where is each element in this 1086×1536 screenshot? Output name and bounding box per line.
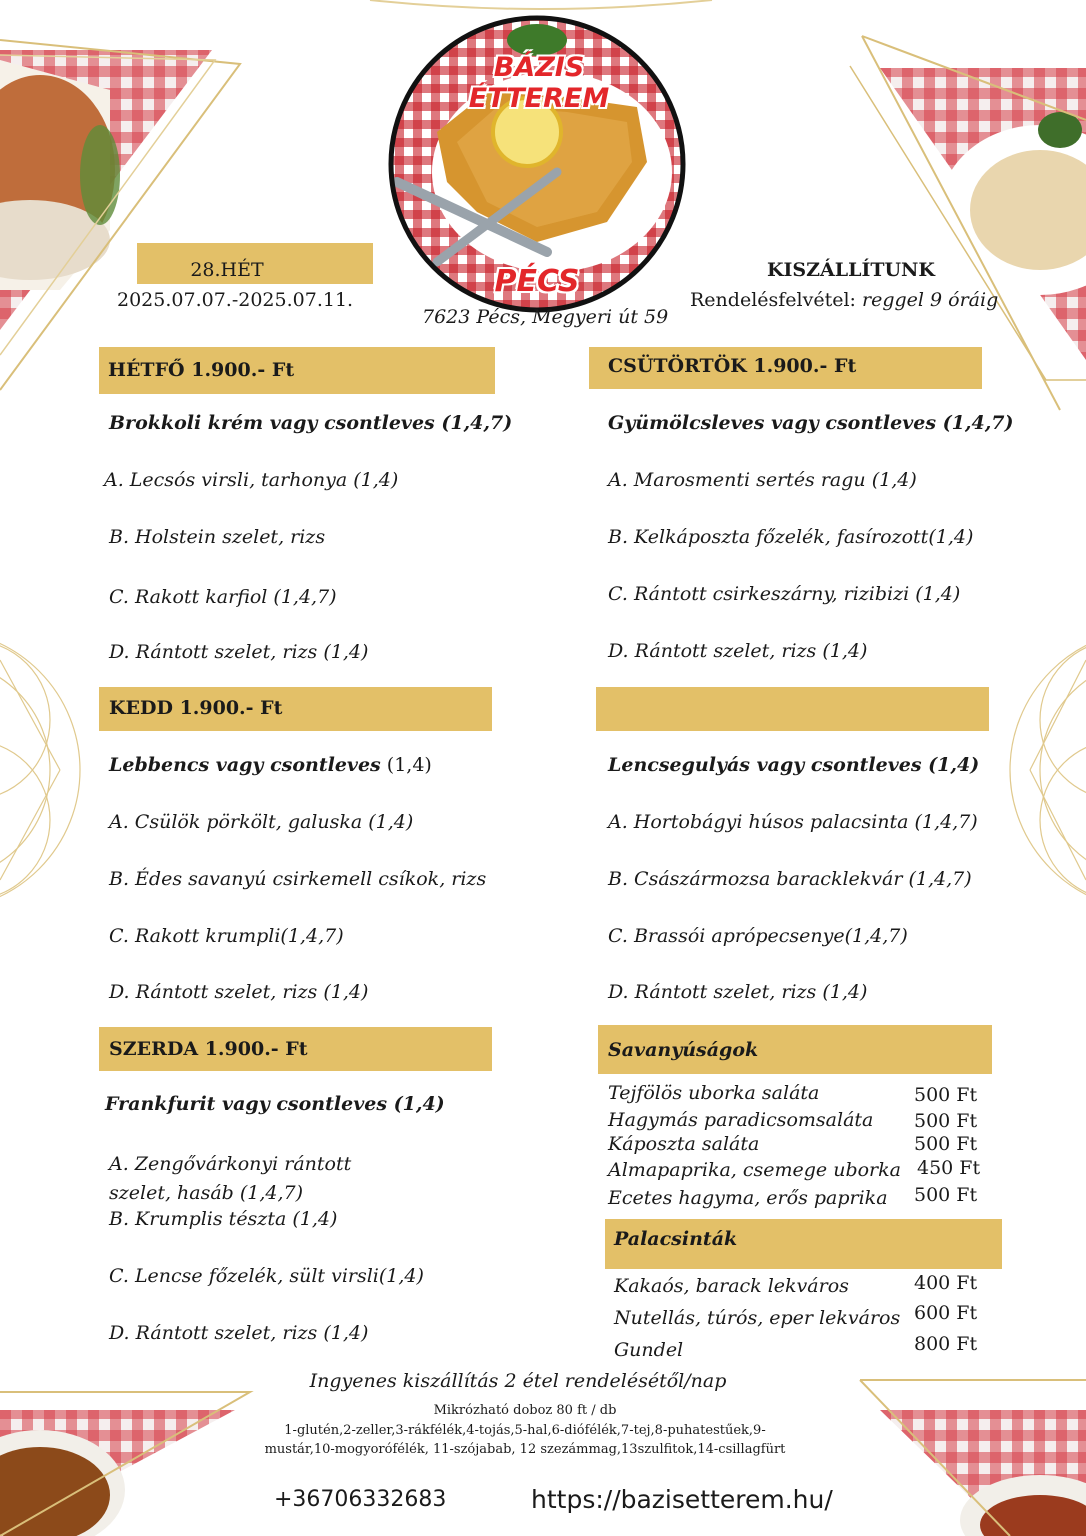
pancake-name: Nutellás, túrós, eper lekváros — [614, 1307, 901, 1329]
pancake-price: 400 Ft — [914, 1272, 978, 1294]
pickle-name: Ecetes hagyma, erős paprika — [608, 1187, 888, 1209]
tuesday-label: KEDD 1.900.- Ft — [109, 697, 283, 719]
side-ornament-left — [0, 630, 80, 910]
website-link[interactable]: https://bazisetterem.hu/ — [531, 1485, 833, 1514]
wednesday-soup: Frankfurit vagy csontleves (1,4) — [105, 1093, 445, 1115]
delivery-title: KISZÁLLÍTUNK — [767, 259, 935, 281]
pickle-name: Káposzta saláta — [608, 1133, 760, 1155]
pancake-name: Kakaós, barack lekváros — [614, 1275, 849, 1297]
thursday-item-b: B. Kelkáposzta főzelék, fasírozott(1,4) — [608, 526, 974, 548]
wednesday-item-a-line1: A. Zengővárkonyi rántott — [109, 1153, 352, 1175]
pancake-price: 800 Ft — [914, 1333, 978, 1355]
pickle-price: 450 Ft — [917, 1157, 981, 1179]
wednesday-item-c: C. Lencse főzelék, sült virsli(1,4) — [109, 1265, 424, 1287]
address: 7623 Pécs, Megyeri út 59 — [422, 306, 669, 328]
friday-item-b: B. Császármozsa baracklekvár (1,4,7) — [608, 868, 972, 890]
logo-name-top: BÁZIS ÉTTEREM — [468, 52, 610, 114]
pickle-name: Almapaprika, csemege uborka — [608, 1159, 901, 1181]
friday-item-c: C. Brassói aprópecsenye(1,4,7) — [608, 925, 908, 947]
monday-item-d: D. Rántott szelet, rizs (1,4) — [109, 641, 369, 663]
pickle-price: 500 Ft — [914, 1184, 978, 1206]
free-delivery-note: Ingyenes kiszállítás 2 étel rendelésétől/nap — [309, 1370, 727, 1392]
pickle-name: Tejfölös uborka saláta — [608, 1082, 820, 1104]
friday-item-d: D. Rántott szelet, rizs (1,4) — [608, 981, 868, 1003]
week-number: 28.HÉT — [190, 259, 264, 281]
thursday-label: CSÜTÖRTÖK 1.900.- Ft — [608, 355, 857, 377]
phone-number[interactable]: +36706332683 — [274, 1487, 447, 1512]
thursday-item-a: A. Marosmenti sertés ragu (1,4) — [608, 469, 917, 491]
friday-banner — [596, 687, 989, 731]
wednesday-item-b: B. Krumplis tészta (1,4) — [109, 1208, 338, 1230]
restaurant-logo — [377, 12, 697, 317]
tuesday-soup-name: Lebbencs vagy csontleves — [109, 754, 381, 776]
pickles-title: Savanyúságok — [608, 1039, 759, 1061]
date-range: 2025.07.07.-2025.07.11. — [117, 289, 354, 311]
pickle-price: 500 Ft — [914, 1084, 978, 1106]
monday-label: HÉTFŐ 1.900.- Ft — [108, 359, 295, 381]
pancake-name: Gundel — [614, 1339, 684, 1361]
tuesday-soup-allergens: (1,4) — [380, 754, 432, 776]
tuesday-soup — [109, 754, 432, 776]
pickle-price: 500 Ft — [914, 1133, 978, 1155]
order-time: reggel 9 óráig — [862, 289, 999, 311]
photo-top-left — [0, 50, 212, 330]
pickle-price: 500 Ft — [914, 1110, 978, 1132]
tuesday-item-b: B. Édes savanyú csirkemell csíkok, rizs — [109, 868, 487, 890]
friday-soup: Lencsegulyás vagy csontleves (1,4) — [608, 754, 980, 776]
tuesday-item-a: A. Csülök pörkölt, galuska (1,4) — [109, 811, 414, 833]
allergens-line-2: mustár,10-mogyorófélék, 11-szójabab, 12 szezámmag,13szulfitok,14-csillagfürt — [264, 1442, 786, 1457]
order-label: Rendelésfelvétel: — [690, 289, 856, 311]
allergens-line-1: 1-glutén,2-zeller,3-rákfélék,4-tojás,5-hal,6-diófélék,7-tej,8-puhatestűek,9- — [284, 1423, 766, 1438]
monday-item-b: B. Holstein szelet, rizs — [109, 526, 326, 548]
wednesday-item-a-line2: szelet, hasáb (1,4,7) — [109, 1182, 304, 1204]
friday-item-a: A. Hortobágyi húsos palacsinta (1,4,7) — [608, 811, 978, 833]
wednesday-label: SZERDA 1.900.- Ft — [109, 1038, 308, 1060]
logo-name-bottom: PÉCS — [494, 264, 580, 299]
pancakes-title: Palacsinták — [614, 1228, 738, 1250]
thursday-item-c: C. Rántott csirkeszárny, rizibizi (1,4) — [608, 583, 961, 605]
monday-soup: Brokkoli krém vagy csontleves (1,4,7) — [109, 412, 513, 434]
thursday-soup: Gyümölcsleves vagy csontleves (1,4,7) — [608, 412, 1014, 434]
photo-top-right — [880, 68, 1086, 360]
monday-item-c: C. Rakott karfiol (1,4,7) — [109, 586, 337, 608]
side-ornament-right — [1010, 630, 1086, 910]
tuesday-item-d: D. Rántott szelet, rizs (1,4) — [109, 981, 369, 1003]
box-price: Mikrózható doboz 80 ft / db — [433, 1403, 617, 1418]
thursday-item-d: D. Rántott szelet, rizs (1,4) — [608, 640, 868, 662]
order-info — [690, 289, 998, 311]
pancake-price: 600 Ft — [914, 1302, 978, 1324]
wednesday-item-d: D. Rántott szelet, rizs (1,4) — [109, 1322, 369, 1344]
pickle-name: Hagymás paradicsomsaláta — [608, 1109, 874, 1131]
tuesday-item-c: C. Rakott krumpli(1,4,7) — [109, 925, 344, 947]
monday-item-a: A. Lecsós virsli, tarhonya (1,4) — [104, 469, 399, 491]
